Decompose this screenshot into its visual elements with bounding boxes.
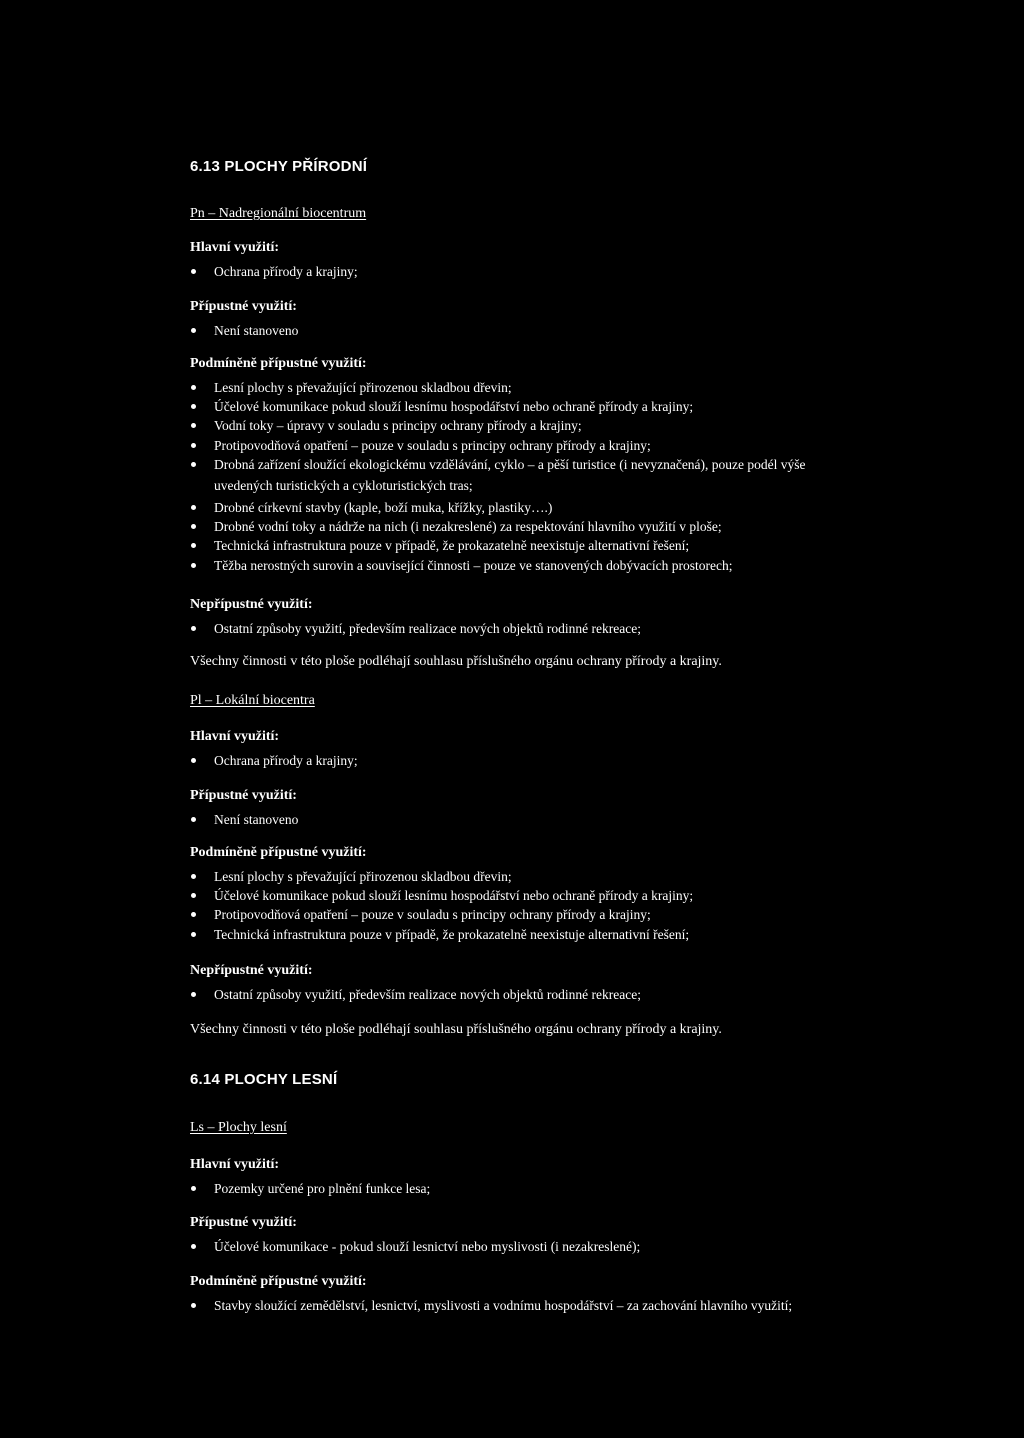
- section-title-6-13: 6.13 PLOCHY PŘÍRODNÍ: [190, 158, 368, 175]
- ls-permitted-use-list: [190, 1237, 640, 1256]
- pn-conditional-use-list-cont: [190, 498, 732, 575]
- list-item: Účelové komunikace pokud slouží lesnímu hospodářství nebo ochraně přírody a krajiny;: [190, 886, 693, 905]
- list-item: Protipovodňová opatření – pouze v souladu s principy ochrany přírody a krajiny;: [190, 905, 693, 924]
- zone-title-pn: Pn – Nadregionální biocentrum: [190, 206, 367, 221]
- list-item: Pozemky určené pro plnění funkce lesa;: [190, 1179, 430, 1198]
- list-item: Stavby sloužící zemědělství, lesnictví, myslivosti a vodnímu hospodářství – za zachování hlavního využití;: [190, 1296, 792, 1315]
- ls-conditional-use-list: [190, 1296, 792, 1315]
- list-item: Není stanoveno: [190, 321, 298, 340]
- pn-conditional-use-heading: Podmíněně přípustné využití:: [190, 356, 367, 371]
- pn-approval-note: Všechny činnosti v této ploše podléhají souhlasu příslušného orgánu ochrany přírody a krajiny.: [190, 654, 722, 669]
- list-item: Ochrana přírody a krajiny;: [190, 262, 358, 281]
- section-title-6-14: 6.14 PLOCHY LESNÍ: [190, 1071, 338, 1088]
- pl-prohibited-use-heading: Nepřípustné využití:: [190, 963, 313, 978]
- zone-title-ls: Ls – Plochy lesní: [190, 1120, 287, 1135]
- list-item: Těžba nerostných surovin a související činnosti – pouze ve stanovených dobývacích prostorech;: [190, 556, 732, 575]
- list-item: Technická infrastruktura pouze v případě, že prokazatelně neexistuje alternativní řešení;: [190, 536, 732, 555]
- pn-prohibited-use-heading: Nepřípustné využití:: [190, 597, 313, 612]
- pl-conditional-use-list: [190, 867, 693, 944]
- list-item: Ochrana přírody a krajiny;: [190, 751, 358, 770]
- pn-permitted-use-heading: Přípustné využití:: [190, 299, 297, 314]
- zone-title-pl: Pl – Lokální biocentra: [190, 693, 315, 708]
- list-item: Vodní toky – úpravy v souladu s principy ochrany přírody a krajiny;: [190, 416, 806, 435]
- pn-permitted-use-list: [190, 321, 298, 340]
- pl-main-use-list: [190, 751, 358, 770]
- pl-permitted-use-heading: Přípustné využití:: [190, 788, 297, 803]
- pn-prohibited-use-list: [190, 619, 641, 638]
- pn-main-use-heading: Hlavní využití:: [190, 240, 280, 255]
- pl-main-use-heading: Hlavní využití:: [190, 729, 280, 744]
- ls-conditional-use-heading: Podmíněně přípustné využití:: [190, 1274, 367, 1289]
- pl-conditional-use-heading: Podmíněně přípustné využití:: [190, 845, 367, 860]
- list-item: Lesní plochy s převažující přirozenou skladbou dřevin;: [190, 867, 693, 886]
- list-item: Není stanoveno: [190, 810, 298, 829]
- ls-permitted-use-heading: Přípustné využití:: [190, 1215, 297, 1230]
- list-item-continuation: uvedených turistických a cykloturistických tras;: [214, 478, 473, 493]
- pl-permitted-use-list: [190, 810, 298, 829]
- list-item: Ostatní způsoby využití, především realizace nových objektů rodinné rekreace;: [190, 619, 641, 638]
- list-item: Drobné církevní stavby (kaple, boží muka, křížky, plastiky….): [190, 498, 732, 517]
- list-item: Drobná zařízení sloužící ekologickému vzdělávání, cyklo – a pěší turistice (i nevyznačená), pouze podél výše: [190, 455, 806, 474]
- list-item: Technická infrastruktura pouze v případě, že prokazatelně neexistuje alternativní řešení;: [190, 925, 693, 944]
- list-item: Drobné vodní toky a nádrže na nich (i nezakreslené) za respektování hlavního využití v ploše;: [190, 517, 732, 536]
- pl-prohibited-use-list: [190, 985, 641, 1004]
- list-item: Ostatní způsoby využití, především realizace nových objektů rodinné rekreace;: [190, 985, 641, 1004]
- pn-conditional-use-list: [190, 378, 806, 474]
- list-item: Protipovodňová opatření – pouze v souladu s principy ochrany přírody a krajiny;: [190, 436, 806, 455]
- list-item: Účelové komunikace - pokud slouží lesnictví nebo myslivosti (i nezakreslené);: [190, 1237, 640, 1256]
- list-item: Lesní plochy s převažující přirozenou skladbou dřevin;: [190, 378, 806, 397]
- pn-main-use-list: [190, 262, 358, 281]
- ls-main-use-list: [190, 1179, 430, 1198]
- list-item: Účelové komunikace pokud slouží lesnímu hospodářství nebo ochraně přírody a krajiny;: [190, 397, 806, 416]
- pl-approval-note: Všechny činnosti v této ploše podléhají souhlasu příslušného orgánu ochrany přírody a krajiny.: [190, 1022, 722, 1037]
- ls-main-use-heading: Hlavní využití:: [190, 1157, 280, 1172]
